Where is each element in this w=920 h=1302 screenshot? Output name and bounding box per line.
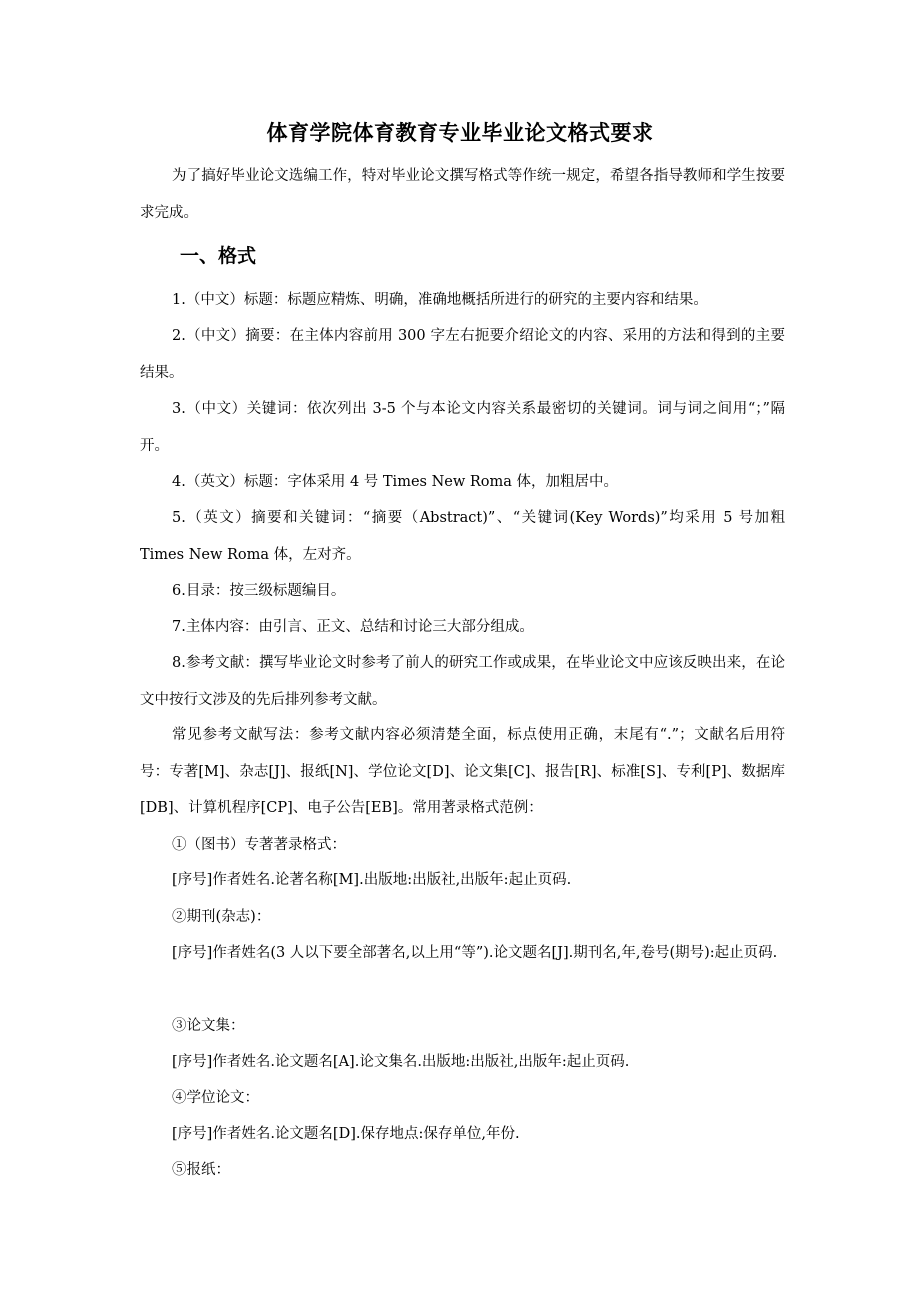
format-item-5: 5.（英文）摘要和关键词：“摘要（Abstract)”、“关键词(Key Words)”均采用 5 号加粗 Times New Roma 体，左对齐。	[140, 510, 785, 563]
format-item-7: 7.主体内容：由引言、正文、总结和讨论三大部分组成。	[172, 619, 534, 635]
example-format-thesis: [序号]作者姓名.论文题名[D].保存地点:保存单位,年份.	[172, 1126, 520, 1142]
example-label-book: ①（图书）专著著录格式：	[172, 837, 346, 853]
example-format-proceedings: [序号]作者姓名.论文题名[A].论文集名.出版地:出版社,出版年:起止页码.	[172, 1054, 630, 1070]
format-item-1: 1.（中文）标题：标题应精炼、明确，准确地概括所进行的研究的主要内容和结果。	[172, 292, 708, 308]
format-item-2: 2.（中文）摘要：在主体内容前用 300 字左右扼要介绍论文的内容、采用的方法和得到的主要结果。	[140, 328, 785, 381]
format-item-3: 3.（中文）关键词：依次列出 3-5 个与本论文内容关系最密切的关键词。词与词之间用“；”隔开。	[140, 401, 785, 454]
intro-paragraph: 为了搞好毕业论文选编工作，特对毕业论文撰写格式等作统一规定，希望各指导教师和学生按要求完成。	[140, 168, 785, 221]
format-item-6: 6.目录：按三级标题编目。	[172, 583, 346, 599]
format-item-8: 8.参考文献：撰写毕业论文时参考了前人的研究工作或成果，在毕业论文中应该反映出来，在论文中按行文涉及的先后排列参考文献。	[140, 655, 785, 708]
example-label-journal: ②期刊(杂志)：	[172, 909, 271, 925]
references-intro: 常见参考文献写法：参考文献内容必须清楚全面，标点使用正确，末尾有“.”；文献名后用符号：专著[M]、杂志[J]、报纸[N]、学位论文[D]、论文集[C]、报告[R]、标准[S]、专利[P]、数据库[DB]、计算机程序[CP]、电子公告[EB]。常用著录格式范例：	[140, 727, 785, 816]
example-format-book: [序号]作者姓名.论著名称[M].出版地:出版社,出版年:起止页码.	[172, 872, 572, 888]
example-label-newspaper: ⑤报纸：	[172, 1162, 230, 1178]
format-item-4: 4.（英文）标题：字体采用 4 号 Times New Roma 体，加粗居中。	[172, 474, 619, 490]
section-heading: 一、格式	[180, 245, 257, 267]
example-format-journal: [序号]作者姓名(3 人以下要全部著名,以上用“等”).论文题名[J].期刊名,年,卷号(期号):起止页码.	[172, 945, 778, 961]
example-label-thesis: ④学位论文：	[172, 1090, 259, 1106]
document-title: 体育学院体育教育专业毕业论文格式要求	[266, 121, 654, 145]
example-label-proceedings: ③论文集：	[172, 1018, 245, 1034]
